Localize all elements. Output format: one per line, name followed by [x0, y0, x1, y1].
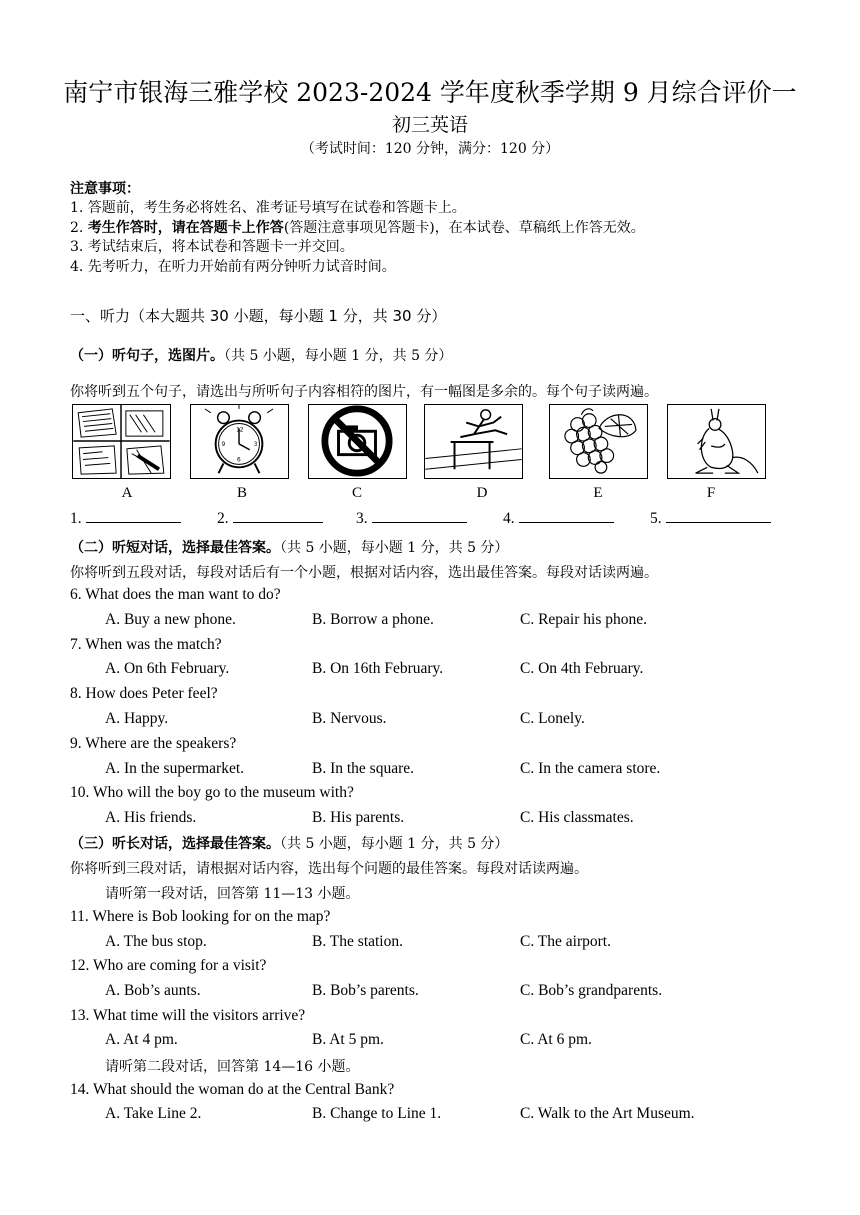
option-12c[interactable]: C. Bob’s grandparents. [520, 982, 663, 999]
option-6b[interactable]: B. Borrow a phone. [312, 611, 434, 628]
answer-blank-1[interactable] [70, 510, 181, 528]
svg-text:3: 3 [253, 441, 258, 448]
option-14c[interactable]: C. Walk to the Art Museum. [520, 1105, 695, 1122]
kangaroo-icon [668, 405, 765, 478]
part-3-heading [70, 833, 508, 853]
picture-label-f: F [706, 485, 716, 501]
question-8: 8. How does Peter feel? [70, 685, 218, 702]
option-9a[interactable]: A. In the supermarket. [105, 760, 245, 777]
option-7c[interactable]: C. On 4th February. [520, 660, 644, 677]
part-2-heading-bold: （二）听短对话，选择最佳答案。 [70, 540, 280, 556]
page-title: 南宁市银海三雅学校 2023-2024 学年度秋季学期 9 月综合评价一 [63, 78, 797, 107]
picture-b [190, 404, 289, 479]
picture-c [308, 404, 407, 479]
blank-line[interactable] [372, 511, 467, 523]
blank-number: 5. [650, 510, 662, 527]
question-11: 11. Where is Bob looking for on the map? [70, 908, 331, 925]
picture-a [72, 404, 171, 479]
option-9c[interactable]: C. In the camera store. [520, 760, 661, 777]
option-11b[interactable]: B. The station. [312, 933, 403, 950]
note-item-4: 4. 先考听力，在听力开始前有两分钟听力试音时间。 [70, 259, 396, 275]
blank-number: 4. [503, 510, 515, 527]
svg-text:9: 9 [221, 441, 226, 448]
grapes-icon [550, 405, 647, 478]
option-10a[interactable]: A. His friends. [105, 809, 197, 826]
answer-blank-4[interactable] [503, 510, 614, 528]
picture-label-d: D [476, 485, 488, 501]
answer-blank-5[interactable] [650, 510, 771, 528]
svg-text:12: 12 [236, 427, 244, 434]
option-6a[interactable]: A. Buy a new phone. [105, 611, 236, 628]
answer-blank-2[interactable] [217, 510, 323, 528]
part-2-heading [70, 537, 508, 557]
hurdle-icon [425, 405, 522, 478]
part-3-instruction: 你将听到三段对话，请根据对话内容，选出每个问题的最佳答案。每段对话读两遍。 [70, 861, 588, 877]
part-3-heading-bold: （三）听长对话，选择最佳答案。 [70, 836, 280, 852]
alarm-clock-icon [191, 405, 288, 478]
picture-e [549, 404, 648, 479]
no-camera-icon [309, 405, 406, 478]
subject-title: 初三英语 [391, 114, 468, 136]
option-8c[interactable]: C. Lonely. [520, 710, 585, 727]
note-item-2-rest: (答题注意事项见答题卡)，在本试卷、草稿纸上作答无效。 [283, 220, 645, 236]
option-10b[interactable]: B. His parents. [312, 809, 405, 826]
blank-number: 1. [70, 510, 82, 527]
question-9: 9. Where are the speakers? [70, 735, 237, 752]
option-10c[interactable]: C. His classmates. [520, 809, 634, 826]
option-14b[interactable]: B. Change to Line 1. [312, 1105, 442, 1122]
blank-line[interactable] [86, 511, 181, 523]
option-9b[interactable]: B. In the square. [312, 760, 415, 777]
part-2-instruction: 你将听到五段对话，每段对话后有一个小题，根据对话内容，选出最佳答案。每段对话读两遍。 [70, 565, 658, 581]
question-6: 6. What does the man want to do? [70, 586, 281, 603]
note-item-2-bold: 考生作答时，请在答题卡上作答 [87, 220, 284, 236]
blank-line[interactable] [233, 511, 323, 523]
option-13a[interactable]: A. At 4 pm. [105, 1031, 178, 1048]
note-item-3: 3. 考试结束后，将本试卷和答题卡一并交回。 [70, 239, 354, 255]
question-10: 10. Who will the boy go to the museum with? [70, 784, 354, 801]
option-8b[interactable]: B. Nervous. [312, 710, 387, 727]
question-14: 14. What should the woman do at the Central Bank? [70, 1081, 395, 1098]
blank-line[interactable] [666, 511, 771, 523]
note-item-2 [70, 217, 645, 237]
picture-label-a: A [121, 485, 133, 501]
answer-blank-3[interactable] [356, 510, 467, 528]
picture-label-e: E [593, 485, 603, 501]
picture-f [667, 404, 766, 479]
note-item-2-prefix: 2. [70, 220, 88, 236]
part-1-instruction: 你将听到五个句子，请选出与所听句子内容相符的图片，有一幅图是多余的。每个句子读两遍。 [70, 384, 658, 400]
svg-text:6: 6 [237, 457, 241, 464]
question-12: 12. Who are coming for a visit? [70, 957, 267, 974]
dialog-1-intro: 请听第一段对话，回答第 11—13 小题。 [105, 886, 360, 902]
picture-d [424, 404, 523, 479]
option-8a[interactable]: A. Happy. [105, 710, 169, 727]
blank-number: 3. [356, 510, 368, 527]
option-11a[interactable]: A. The bus stop. [105, 933, 207, 950]
picture-label-b: B [236, 485, 247, 501]
note-item-1: 1. 答题前，考生务必将姓名、准考证号填写在试卷和答题卡上。 [70, 200, 466, 216]
notebooks-icon [73, 405, 170, 478]
blank-number: 2. [217, 510, 229, 527]
option-7b[interactable]: B. On 16th February. [312, 660, 444, 677]
option-14a[interactable]: A. Take Line 2. [105, 1105, 202, 1122]
question-13: 13. What time will the visitors arrive? [70, 1007, 306, 1024]
exam-info: （考试时间：120 分钟，满分：120 分） [300, 141, 560, 157]
part-2-heading-rest: （共 5 小题，每小题 1 分，共 5 分） [280, 540, 509, 556]
part-1-heading-bold: （一）听句子，选图片。 [70, 348, 224, 364]
section-1-heading: 一、听力（本大题共 30 小题，每小题 1 分，共 30 分） [70, 307, 447, 325]
notes-heading: 注意事项： [70, 181, 140, 197]
blank-line[interactable] [519, 511, 614, 523]
option-13c[interactable]: C. At 6 pm. [520, 1031, 592, 1048]
option-11c[interactable]: C. The airport. [520, 933, 611, 950]
option-13b[interactable]: B. At 5 pm. [312, 1031, 384, 1048]
option-12b[interactable]: B. Bob’s parents. [312, 982, 419, 999]
option-12a[interactable]: A. Bob’s aunts. [105, 982, 201, 999]
option-6c[interactable]: C. Repair his phone. [520, 611, 647, 628]
part-1-heading [70, 345, 452, 365]
picture-label-c: C [351, 485, 362, 501]
option-7a[interactable]: A. On 6th February. [105, 660, 230, 677]
dialog-2-intro: 请听第二段对话，回答第 14—16 小题。 [105, 1059, 360, 1075]
question-7: 7. When was the match? [70, 636, 222, 653]
part-1-heading-rest: （共 5 小题，每小题 1 分，共 5 分） [224, 348, 453, 364]
part-3-heading-rest: （共 5 小题，每小题 1 分，共 5 分） [280, 836, 509, 852]
